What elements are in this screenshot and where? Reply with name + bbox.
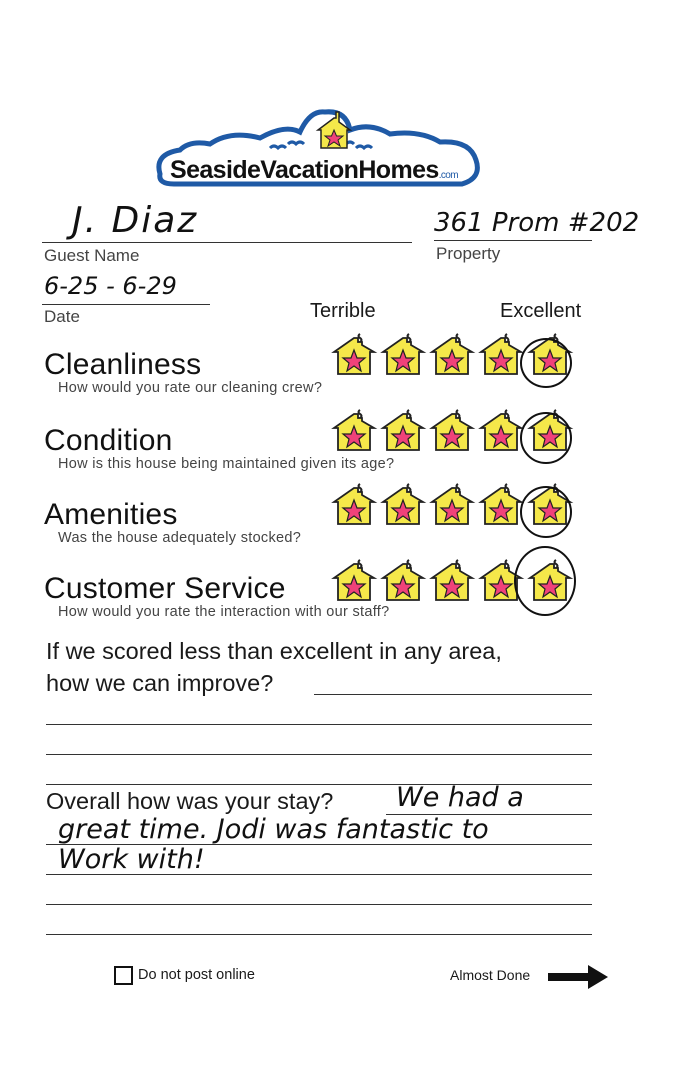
house-star-icon[interactable] (379, 480, 427, 528)
house-star-icon[interactable] (330, 406, 378, 454)
overall-answer-line2: great time. Jodi was fantastic to (58, 814, 489, 845)
category-question: Was the house adequately stocked? (58, 530, 302, 546)
house-star-icon[interactable] (477, 330, 525, 378)
house-star-icon[interactable] (477, 406, 525, 454)
house-star-icon[interactable] (330, 480, 378, 528)
date-value: 6-25 - 6-29 (44, 272, 177, 300)
logo-text: SeasideVacationHomes (170, 156, 439, 184)
category-title: Amenities (44, 498, 178, 531)
house-star-icon[interactable] (477, 480, 525, 528)
do-not-post-label: Do not post online (138, 967, 255, 983)
house-star-icon[interactable] (379, 330, 427, 378)
logo (150, 104, 490, 196)
almost-done-label: Almost Done (450, 967, 531, 983)
improve-question-line2: how we can improve? (46, 670, 274, 696)
selected-rating-circle (514, 546, 576, 616)
category-question: How is this house being maintained given its age? (58, 456, 395, 472)
guest-name-label: Guest Name (44, 246, 140, 265)
scale-high-label: Excellent (500, 300, 582, 322)
answer-line (46, 904, 592, 905)
category-question: How would you rate the interaction with our staff? (58, 604, 390, 620)
house-star-icon[interactable] (428, 556, 476, 604)
house-star-icon[interactable] (428, 480, 476, 528)
selected-rating-circle (520, 412, 572, 464)
house-star-icon[interactable] (379, 406, 427, 454)
property-label: Property (436, 244, 501, 263)
house-star-icon[interactable] (379, 556, 427, 604)
selected-rating-circle (520, 486, 572, 538)
overall-label: Overall how was your stay? (46, 788, 334, 814)
category-question: How would you rate our cleaning crew? (58, 380, 323, 396)
guest-name-line (42, 242, 412, 243)
selected-rating-circle (520, 338, 572, 388)
category-title: Customer Service (44, 572, 286, 605)
answer-line (46, 934, 592, 935)
property-line (434, 240, 592, 241)
answer-line (46, 874, 592, 875)
house-star-icon[interactable] (428, 406, 476, 454)
overall-answer-line3: Work with! (58, 844, 205, 875)
date-line (42, 304, 210, 305)
property-value: 361 Prom #202 (434, 208, 640, 238)
almost-done-link[interactable] (450, 964, 612, 990)
answer-line (314, 694, 592, 695)
house-star-icon[interactable] (330, 330, 378, 378)
arrow-right-icon (546, 964, 610, 990)
answer-line (46, 724, 592, 725)
guest-name-value: J. Diaz (72, 200, 199, 241)
category-title: Cleanliness (44, 348, 202, 381)
improve-question-line1: If we scored less than excellent in any area, (46, 638, 502, 664)
answer-line (46, 754, 592, 755)
scale-low-label: Terrible (310, 300, 376, 322)
house-star-icon[interactable] (330, 556, 378, 604)
category-title: Condition (44, 424, 173, 457)
house-star-icon[interactable] (428, 330, 476, 378)
date-label: Date (44, 307, 80, 326)
overall-answer-line1: We had a (396, 782, 524, 813)
do-not-post-checkbox[interactable] (114, 966, 133, 985)
logo-suffix: .com (438, 170, 458, 181)
